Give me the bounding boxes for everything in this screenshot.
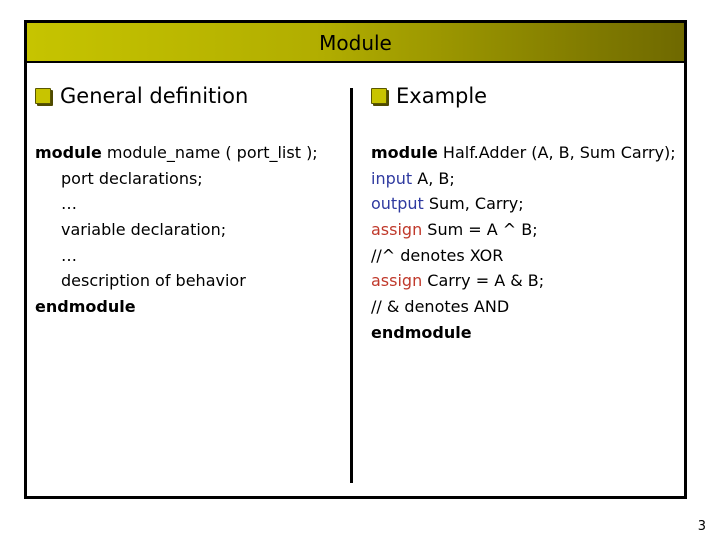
code-text: port declarations; <box>61 168 203 188</box>
square-bullet-icon <box>35 88 51 104</box>
code-comment: //^ denotes XOR <box>371 245 504 265</box>
square-bullet-icon <box>371 88 387 104</box>
code-text: Carry = A & B; <box>422 271 545 291</box>
slide-title: Module <box>319 31 392 55</box>
code-text: Sum = A ^ B; <box>422 220 538 240</box>
example-label: Example <box>396 84 488 108</box>
code-text: Half.Adder (A, B, Sum Carry); <box>437 143 676 162</box>
code-text: … <box>61 194 77 214</box>
code-line <box>371 140 676 166</box>
code-line <box>371 166 676 192</box>
keyword-endmodule: endmodule <box>35 297 136 317</box>
code-text: variable declaration; <box>61 220 227 240</box>
code-text: A, B; <box>412 168 455 188</box>
title-bar <box>27 23 684 63</box>
column-divider <box>350 88 353 483</box>
keyword-module: module <box>371 143 438 162</box>
code-line <box>371 294 676 320</box>
definition-code-block <box>35 140 318 320</box>
code-text: … <box>61 245 77 265</box>
code-line <box>35 268 318 294</box>
code-text: Sum, Carry; <box>423 194 524 214</box>
code-line <box>371 320 676 346</box>
code-line <box>371 191 676 217</box>
code-text: module_name ( port_list ); <box>101 143 318 162</box>
keyword-assign: assign <box>371 271 423 291</box>
example-heading <box>371 83 487 109</box>
code-line <box>35 243 318 269</box>
general-definition-heading <box>35 83 248 109</box>
keyword-input: input <box>371 168 413 188</box>
keyword-assign: assign <box>371 220 423 240</box>
code-line <box>371 217 676 243</box>
code-text: description of behavior <box>61 271 246 291</box>
slide-frame <box>24 20 687 499</box>
code-line <box>35 166 318 192</box>
keyword-endmodule: endmodule <box>371 322 472 342</box>
code-line <box>35 140 318 166</box>
code-line <box>35 294 318 320</box>
example-code-block <box>371 140 676 346</box>
code-line <box>371 268 676 294</box>
general-definition-label: General definition <box>60 84 249 108</box>
page-number: 3 <box>697 519 706 534</box>
code-line <box>35 191 318 217</box>
keyword-module: module <box>35 143 102 162</box>
code-line <box>35 217 318 243</box>
keyword-output: output <box>371 194 424 214</box>
code-line <box>371 243 676 269</box>
code-comment: // & denotes AND <box>371 297 510 317</box>
